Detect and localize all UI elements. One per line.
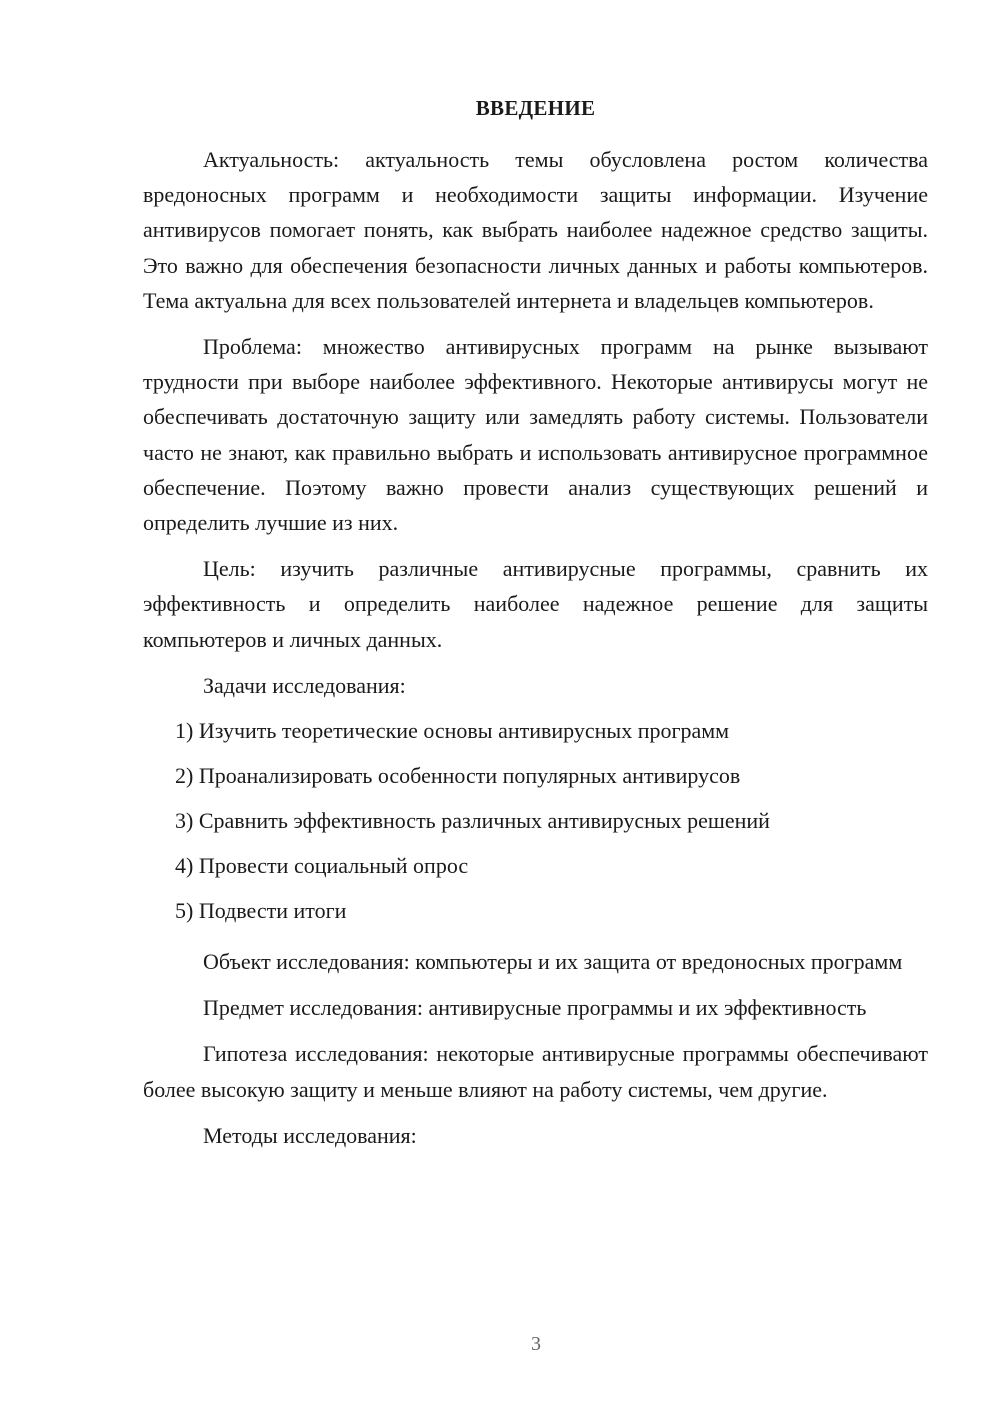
document-body [143,142,928,1164]
list-item: 1) Изучить теоретические основы антивирусных программ [175,718,730,744]
list-item: 3) Сравнить эффективность различных антивирусных решений [175,808,770,834]
methods-title: Методы исследования: [203,1122,417,1148]
page-title: ВВЕДЕНИЕ [475,96,596,120]
goal-paragraph: Цель: изучить различные антивирусные программы, сравнить их эффективность и определить наиболее надежное решение для защиты компьютеров и личных данных. [143,556,928,652]
tasks-title: Задачи исследования: [203,672,406,698]
page-number: 3 [531,1333,541,1355]
problem-paragraph: Проблема: множество антивирусных программ на рынке вызывают трудности при выборе наиболее эффективного. Некоторые антивирусы могут не обеспечивать достаточную защиту или замедлять работу системы. Пользователи часто не знают, как правильно выбрать и использовать антивирусное программное обеспечение. Поэтому важно провести анализ существующих решений и определить лучшие из них. [143,334,928,536]
list-item: 5) Подвести итоги [175,898,347,924]
subject-paragraph: Предмет исследования: антивирусные программы и их эффективность [203,995,867,1021]
tasks-list [143,713,928,938]
relevance-paragraph: Актуальность: актуальность темы обусловлена ростом количества вредоносных программ и необходимости защиты информации. Изучение антивирусов помогает понять, как выбрать наиболее надежное средство защиты. Это важно для обеспечения безопасности личных данных и работы компьютеров. Тема актуальна для всех пользователей интернета и владельцев компьютеров. [143,147,928,313]
object-paragraph: Объект исследования: компьютеры и их защита от вредоносных программ [203,949,903,975]
list-item: 4) Провести социальный опрос [175,853,469,879]
list-item: 2) Проанализировать особенности популярных антивирусов [175,763,741,789]
hypothesis-paragraph: Гипотеза исследования: некоторые антивирусные программы обеспечивают более высокую защиту и меньше влияют на работу системы, чем другие. [143,1041,928,1102]
